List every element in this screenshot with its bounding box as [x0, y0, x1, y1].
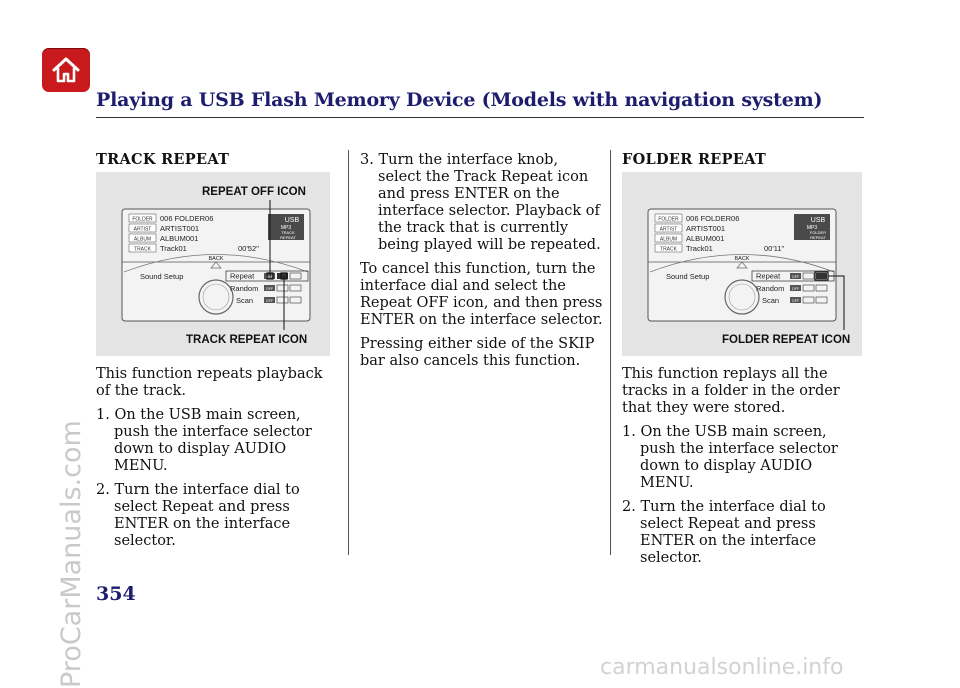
back-label: BACK	[208, 256, 224, 262]
folder-repeat-body	[622, 366, 866, 567]
folder-repeat-heading: FOLDER REPEAT	[622, 151, 767, 168]
scan-label: Scan	[236, 296, 254, 305]
folder-value: 006 FOLDER06	[160, 214, 214, 223]
artist-tag: ARTIST	[659, 226, 678, 233]
track-repeat-body-cont	[360, 152, 604, 370]
repeat-label: Repeat	[756, 271, 781, 281]
side-watermark: ProCarManuals.com	[56, 420, 87, 688]
folder-repeat-intro: This function replays all the tracks in a folder in the order that they were stored.	[622, 366, 840, 416]
track-repeat-body	[96, 366, 334, 550]
track-tag: TRACK	[134, 246, 151, 253]
folder-repeat-screen-illustration	[622, 172, 862, 356]
usb-label: USB	[284, 217, 300, 224]
artist-tag: ARTIST	[133, 226, 152, 233]
track-repeat-intro: This function repeats playback of the track.	[96, 366, 323, 399]
folder-tag: FOLDER	[132, 216, 153, 223]
bottom-watermark: carmanualsonline.info	[600, 655, 844, 680]
random-label: Random	[230, 284, 259, 293]
usb-label: USB	[810, 217, 826, 224]
folder-step-1: 1. On the USB main screen, push the interface selector down to display AUDIO MENU.	[622, 424, 838, 491]
album-tag: ALBUM	[659, 236, 678, 243]
random-off-text: OFF	[791, 287, 800, 291]
track-step-1: 1. On the USB main screen, push the interface selector down to display AUDIO MENU.	[96, 407, 312, 474]
repeat-off-callout: REPEAT OFF ICON	[202, 186, 306, 198]
track-cancel-1: To cancel this function, turn the interface dial and select the Repeat OFF icon, and then press ENTER on the interface selector.	[360, 261, 603, 328]
scan-off-text: OFF	[791, 299, 800, 303]
folder-value: 006 FOLDER06	[686, 214, 740, 223]
mode-label-1: FOLDER	[809, 230, 827, 235]
back-label: BACK	[734, 256, 750, 262]
page-number: 354	[96, 583, 136, 605]
folder-repeat-callout: FOLDER REPEAT ICON	[722, 334, 851, 346]
album-value: ALBUM001	[160, 234, 199, 243]
track-repeat-heading: TRACK REPEAT	[96, 151, 230, 168]
elapsed-time: 00'52''	[238, 244, 259, 253]
elapsed-time: 00'11''	[764, 244, 785, 253]
track-value: Track01	[686, 244, 713, 253]
track-cancel-2: Pressing either side of the SKIP bar also cancels this function.	[360, 336, 595, 369]
album-value: ALBUM001	[686, 234, 725, 243]
page-title: Playing a USB Flash Memory Device (Models with navigation system)	[96, 89, 823, 111]
artist-value: ARTIST001	[160, 224, 200, 233]
home-button[interactable]	[42, 48, 90, 92]
header-divider	[96, 117, 864, 118]
folder-tag: FOLDER	[658, 216, 679, 223]
format-label: MP3	[280, 225, 292, 231]
scan-off-text: OFF	[265, 299, 274, 303]
folder-step-2: 2. Turn the interface dial to select Repeat and press ENTER on the interface selector.	[622, 499, 826, 566]
folder-repeat-figure	[622, 172, 862, 356]
sound-setup-label: Sound Setup	[140, 272, 184, 281]
repeat-off-text: OFF	[791, 275, 800, 279]
track-tag: TRACK	[660, 246, 677, 253]
mode-label-2: REPEAT	[280, 235, 296, 240]
column-divider-right	[610, 150, 611, 555]
format-label: MP3	[806, 225, 818, 231]
home-icon	[51, 56, 81, 84]
album-tag: ALBUM	[133, 236, 152, 243]
random-off-text: OFF	[265, 287, 274, 291]
track-repeat-figure	[96, 172, 330, 356]
sound-setup-label: Sound Setup	[666, 272, 710, 281]
repeat-off-text: OFF	[265, 275, 274, 279]
track-repeat-callout: TRACK REPEAT ICON	[186, 334, 308, 346]
track-value: Track01	[160, 244, 187, 253]
scan-label: Scan	[762, 296, 780, 305]
track-step-2: 2. Turn the interface dial to select Repeat and press ENTER on the interface selector.	[96, 482, 300, 549]
artist-value: ARTIST001	[686, 224, 726, 233]
track-step-3: 3. Turn the interface knob, select the Track Repeat icon and press ENTER on the interface selector. Playback of the track that is currently being played will be repeated.	[360, 152, 601, 253]
column-divider-left	[348, 150, 349, 555]
track-repeat-screen-illustration	[96, 172, 330, 356]
mode-label-2: REPEAT	[810, 235, 826, 240]
repeat-label: Repeat	[230, 271, 255, 281]
mode-label-1: TRACK	[281, 230, 295, 235]
random-label: Random	[756, 284, 785, 293]
